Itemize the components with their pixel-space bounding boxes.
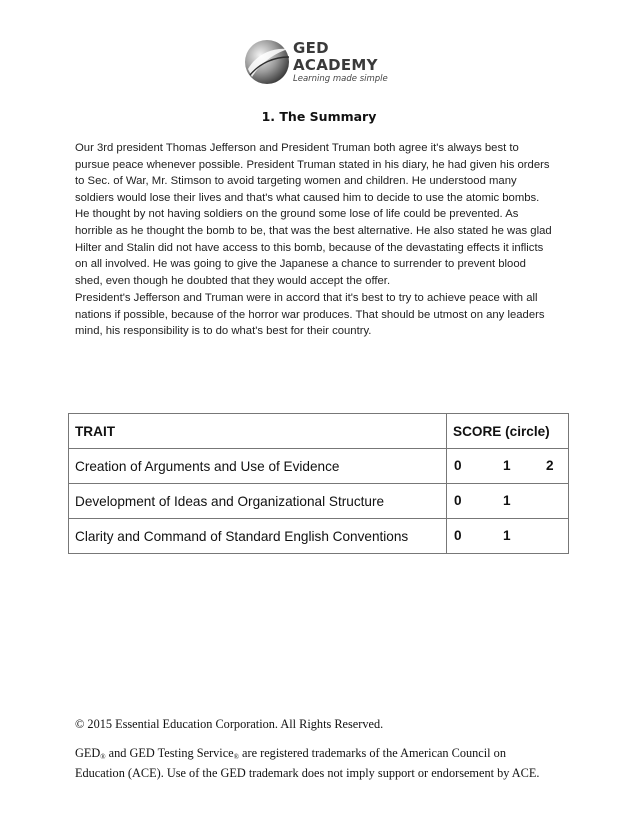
paragraph-line: mind, his responsibility is to do what's best for their country. bbox=[75, 325, 372, 338]
table-row bbox=[69, 449, 569, 484]
paragraph-line: Our 3rd president Thomas Jefferson and President Truman both agree it's always best to bbox=[75, 142, 519, 154]
score-option[interactable]: 1 bbox=[503, 493, 511, 508]
trademark-ged: GED bbox=[75, 746, 101, 760]
score-cell bbox=[447, 449, 569, 484]
scoring-table bbox=[68, 413, 569, 554]
registered-mark: ® bbox=[233, 753, 239, 761]
trademark-notice bbox=[75, 745, 595, 781]
paragraph-line: nations if possible, because of the horror war produces. That should be utmost on any leaders bbox=[75, 308, 545, 321]
paragraph-line: on all involved. He was going to give the Japanese a chance to surrender to prevent blood bbox=[75, 258, 526, 271]
logo-ged-text: GED bbox=[293, 39, 329, 57]
table-header-row bbox=[69, 414, 569, 449]
paragraph-line: soldiers would lose their lives and that's what caused him to decide to use the atomic bombs. bbox=[75, 191, 540, 204]
paragraph-line: Hilter and Stalin did not have access to this bomb, because of the devastating effects it inflicts bbox=[75, 241, 544, 254]
ged-globe-icon bbox=[242, 37, 292, 87]
table-row bbox=[69, 484, 569, 519]
score-option[interactable]: 0 bbox=[454, 528, 462, 543]
ged-academy-logo bbox=[242, 37, 402, 89]
score-cell bbox=[447, 484, 569, 519]
summary-paragraph-2 bbox=[75, 290, 575, 340]
trait-cell: Development of Ideas and Organizational Structure bbox=[69, 484, 447, 519]
score-option[interactable]: 1 bbox=[503, 528, 511, 543]
trait-cell: Creation of Arguments and Use of Evidence bbox=[69, 449, 447, 484]
paragraph-line: He thought by not having soldiers on the ground some lose of life could be prevented. As bbox=[75, 208, 519, 221]
score-option[interactable]: 2 bbox=[546, 458, 554, 473]
summary-paragraph-1 bbox=[75, 140, 575, 289]
copyright-notice: © 2015 Essential Education Corporation. All Rights Reserved. bbox=[75, 717, 384, 731]
score-option[interactable]: 0 bbox=[454, 493, 462, 508]
score-header: SCORE (circle) bbox=[447, 414, 569, 449]
trait-cell: Clarity and Command of Standard English Conventions bbox=[69, 519, 447, 554]
trademark-rest: are registered trademarks of the American Council on bbox=[238, 746, 506, 760]
paragraph-line: President's Jefferson and Truman were in accord that it's best to try to achieve peace with all bbox=[75, 292, 538, 304]
trademark-mid: and GED Testing Service bbox=[105, 746, 234, 760]
score-cell bbox=[447, 519, 569, 554]
registered-mark: ® bbox=[100, 753, 106, 761]
logo-tagline: Learning made simple bbox=[293, 74, 388, 84]
trait-header: TRAIT bbox=[69, 414, 447, 449]
paragraph-line: pursue peace whenever possible. President Truman stated in his diary, he had given his orders bbox=[75, 158, 550, 171]
table-row bbox=[69, 519, 569, 554]
page-title: 1. The Summary bbox=[261, 109, 377, 124]
score-option[interactable]: 1 bbox=[503, 458, 511, 473]
score-option[interactable]: 0 bbox=[454, 458, 462, 473]
trademark-line-2: Education (ACE). Use of the GED trademark does not imply support or endorsement by ACE. bbox=[75, 766, 540, 780]
paragraph-line: horrible as he thought the bomb to be, that was the best alternative. He also stated he was glad bbox=[75, 224, 552, 237]
logo-academy-text: ACADEMY bbox=[293, 56, 378, 74]
paragraph-line: to Sec. of War, Mr. Stimson to avoid targeting women and children. He understood many bbox=[75, 175, 517, 188]
paragraph-line: shed, even though he doubted that they would accept the offer. bbox=[75, 274, 391, 287]
